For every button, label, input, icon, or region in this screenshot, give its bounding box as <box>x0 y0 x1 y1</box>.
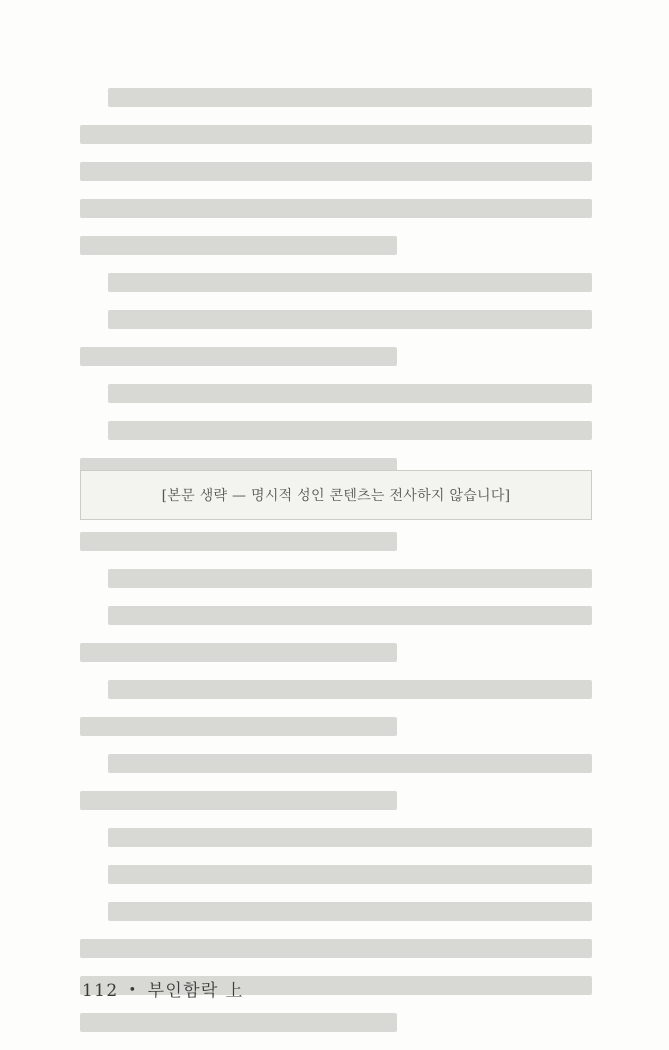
body-text-redacted <box>80 88 592 1050</box>
redacted-paragraph <box>80 421 592 477</box>
book-title: 부인함락 上 <box>147 981 244 1001</box>
redacted-text-line <box>108 680 592 699</box>
redacted-paragraph <box>80 273 592 292</box>
redacted-paragraph <box>80 865 592 884</box>
redacted-text-line <box>80 643 397 662</box>
redacted-text-line <box>80 717 397 736</box>
redacted-paragraph <box>80 680 592 736</box>
redacted-text-line <box>108 865 592 884</box>
redaction-notice: [본문 생략 — 명시적 성인 콘텐츠는 전사하지 않습니다] <box>80 470 592 520</box>
redacted-text-line <box>108 606 592 625</box>
redacted-paragraph <box>80 754 592 810</box>
redacted-text-line <box>108 754 592 773</box>
footer-separator-dot: • <box>128 983 138 998</box>
page-number: 112 <box>82 981 119 1001</box>
redacted-text-line <box>80 236 397 255</box>
redacted-text-line <box>108 421 592 440</box>
redacted-text-line <box>108 828 592 847</box>
redacted-text-line <box>80 199 592 218</box>
redacted-text-line <box>108 88 592 107</box>
redacted-text-line <box>80 532 397 551</box>
redacted-paragraph <box>80 606 592 662</box>
redacted-text-line <box>108 273 592 292</box>
redacted-text-line <box>80 347 397 366</box>
redacted-text-line <box>108 310 592 329</box>
redacted-text-line <box>80 939 592 958</box>
redacted-paragraph <box>80 384 592 403</box>
redacted-text-line <box>80 162 592 181</box>
page-footer <box>82 976 244 1001</box>
redacted-paragraph <box>80 828 592 847</box>
redacted-text-line <box>108 384 592 403</box>
redacted-text-line <box>80 125 592 144</box>
redacted-paragraph <box>80 88 592 255</box>
redacted-text-line <box>80 1013 397 1032</box>
redacted-paragraph <box>80 902 592 1032</box>
redacted-text-line <box>108 902 592 921</box>
redacted-text-line <box>80 791 397 810</box>
redacted-paragraph <box>80 569 592 588</box>
redacted-paragraph <box>80 310 592 366</box>
redacted-text-line <box>108 569 592 588</box>
